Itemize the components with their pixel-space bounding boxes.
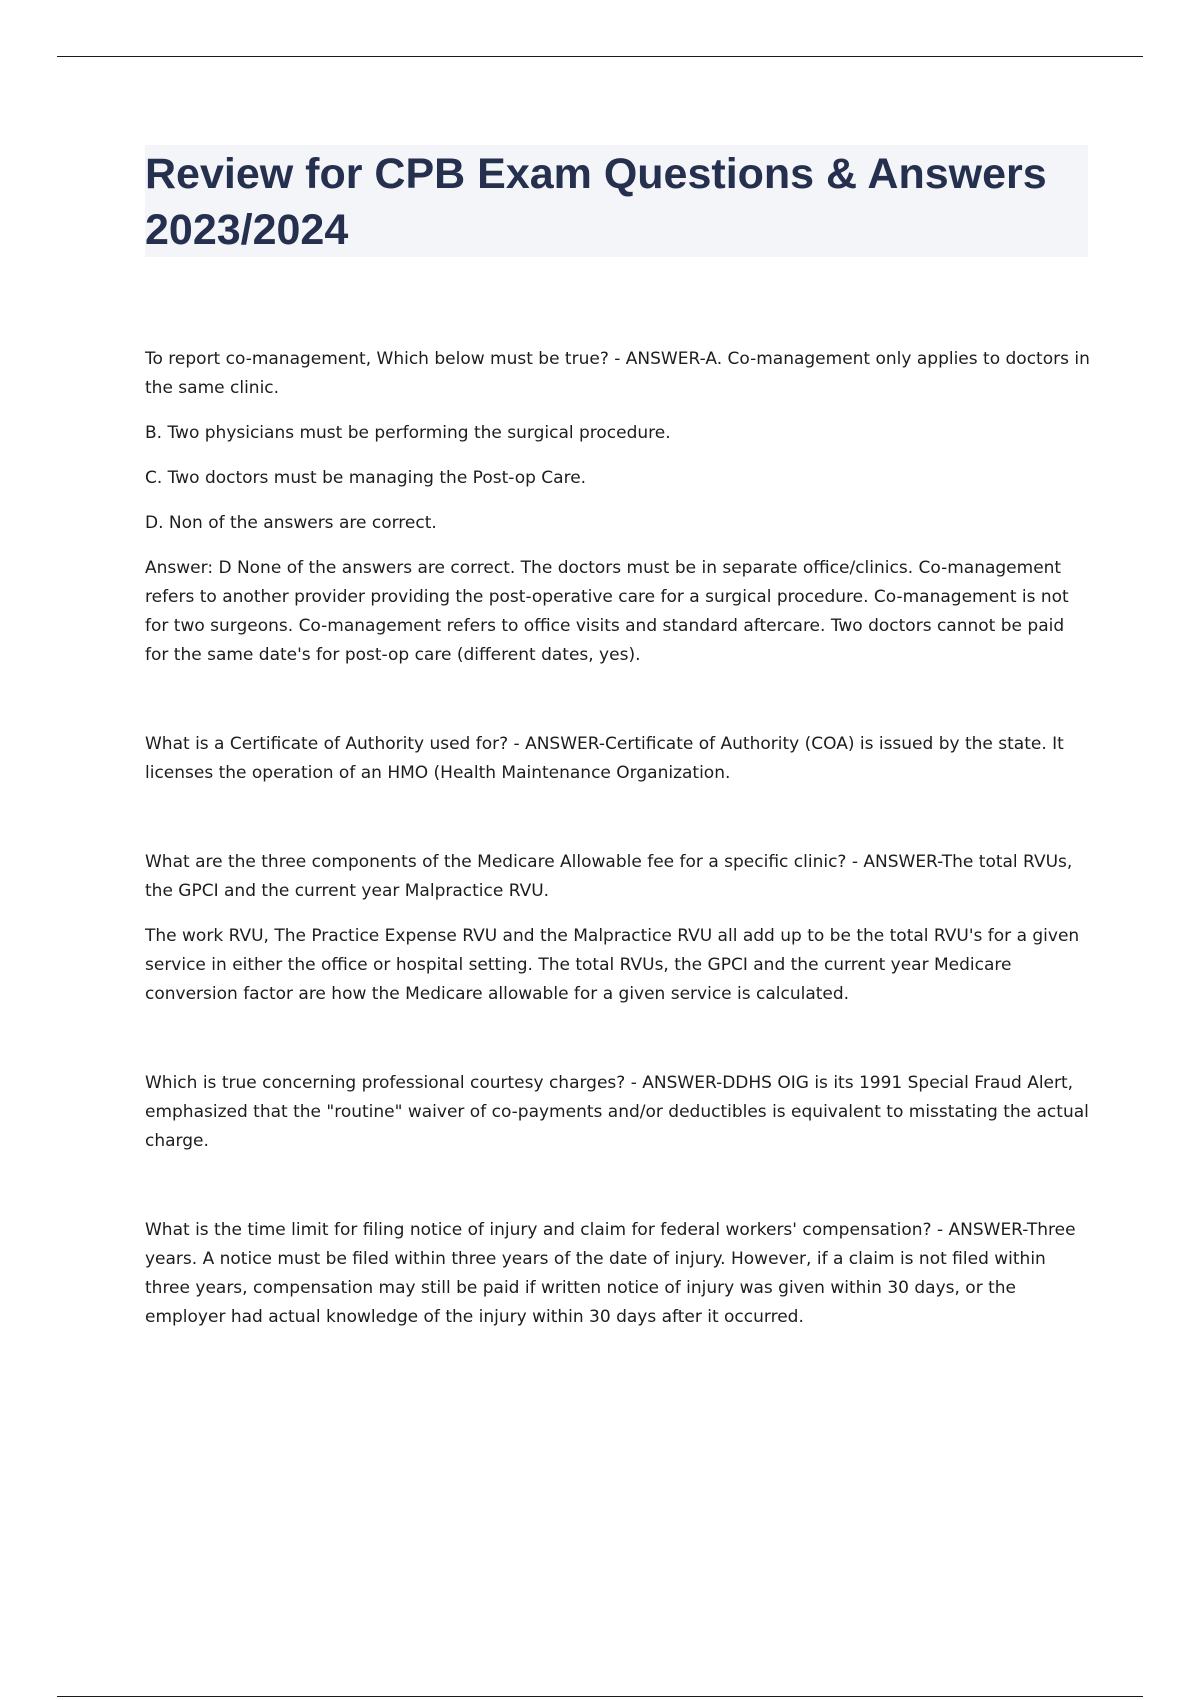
qa-3-question-answer: What are the three components of the Medicare Allowable fee for a specific clinic? - ANSWER-The total RVUs, the GPCI and the current year Malpractice RVU. [145,852,1073,901]
qa-3-explanation: The work RVU, The Practice Expense RVU and the Malpractice RVU all add up to be the total RVU's for a given service in either the office or hospital setting. The total RVUs, the GPCI and the current year Medicare conversion factor are how the Medicare allowable for a given service is calculated. [145,926,1080,1004]
top-rule [57,56,1143,57]
qa-1-option-b: B. Two physicians must be performing the surgical procedure. [145,423,671,443]
qa-1-question-answer: To report co-management, Which below must be true? - ANSWER-A. Co-management only applies to doctors in the same clinic. [145,349,1090,398]
bottom-rule [57,1696,1143,1697]
qa-5-question-answer: What is the time limit for filing notice of injury and claim for federal workers' compensation? - ANSWER-Three years. A notice must be filed within three years of the date of injury. However, if a claim is not filed within three years, compensation may still be paid if written notice of injury was given within 30 days, or the employer had actual knowledge of the injury within 30 days after it occurred. [145,1220,1076,1327]
qa-1-option-d: D. Non of the answers are correct. [145,513,437,533]
qa-4-question-answer: Which is true concerning professional courtesy charges? - ANSWER-DDHS OIG is its 1991 Special Fraud Alert, emphasized that the "routine" waiver of co-payments and/or deductibles is equivalent to misstating the actual charge. [145,1073,1089,1151]
qa-2-question-answer: What is a Certificate of Authority used for? - ANSWER-Certificate of Authority (COA) is issued by the state. It licenses the operation of an HMO (Health Maintenance Organization. [145,734,1064,783]
qa-1-option-c: C. Two doctors must be managing the Post-op Care. [145,468,587,488]
page-title: Review for CPB Exam Questions & Answers 2023/2024 [145,150,1047,254]
document-body [145,345,1090,1348]
qa-1-explanation: Answer: D None of the answers are correct. The doctors must be in separate office/clinics. Co-management refers to another provider providing the post-operative care for a surgical procedure. Co-management is not for two surgeons. Co-management refers to office visits and standard aftercare. Two doctors cannot be paid for the same date's for post-op care (different dates, yes). [145,558,1069,665]
